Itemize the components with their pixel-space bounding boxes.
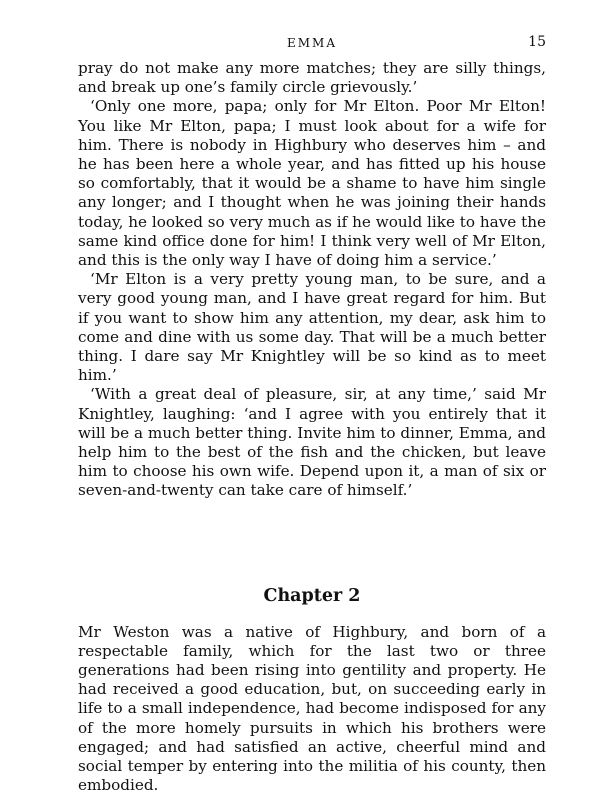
- running-head: [78, 34, 546, 54]
- chapter-1-text: [78, 59, 546, 501]
- paragraph: ‘Mr Elton is a very pretty young man, to be sure, and a very good young man, and I have great regard for him. But if you want to show him any attention, my dear, ask him to come and dine with us some day. That will be a much better thing. I dare say Mr Knightley will be so kind as to meet him.’: [78, 270, 546, 385]
- chapter-2-text: [78, 623, 546, 796]
- book-page: [78, 34, 546, 796]
- chapter-heading: Chapter 2: [263, 585, 361, 606]
- paragraph: ‘With a great deal of pleasure, sir, at any time,’ said Mr Knightley, laughing: ‘and I agree with you entirely that it will be a much better thing. Invite him to dinner, Emma, and help him to the best of the fish and the chicken, but leave him to choose his own wife. Depend upon it, a man of six or seven-and-twenty can take care of himself.’: [78, 385, 546, 500]
- running-title: EMMA: [287, 36, 337, 50]
- page-number: 15: [528, 34, 546, 50]
- paragraph: pray do not make any more matches; they are silly things, and break up one’s family circle grievously.’: [78, 59, 546, 97]
- paragraph: ‘Only one more, papa; only for Mr Elton. Poor Mr Elton! You like Mr Elton, papa; I must look about for a wife for him. There is nobody in Highbury who deserves him – and he has been here a whole year, and has fitted up his house so comfortably, that it would be a shame to have him single any longer; and I thought when he was joining their hands today, he looked so very much as if he would like to have the same kind office done for him! I think very well of Mr Elton, and this is the only way I have of doing him a service.’: [78, 97, 546, 270]
- paragraph: Mr Weston was a native of Highbury, and born of a respectable family, which for the last two or three generations had been rising into gentility and property. He had received a good education, but, on succeeding early in life to a small independence, had become indisposed for any of the more homely pursuits in which his brothers were engaged; and had satisfied an active, cheerful mind and social temper by entering into the militia of his county, then embodied.: [78, 622, 546, 795]
